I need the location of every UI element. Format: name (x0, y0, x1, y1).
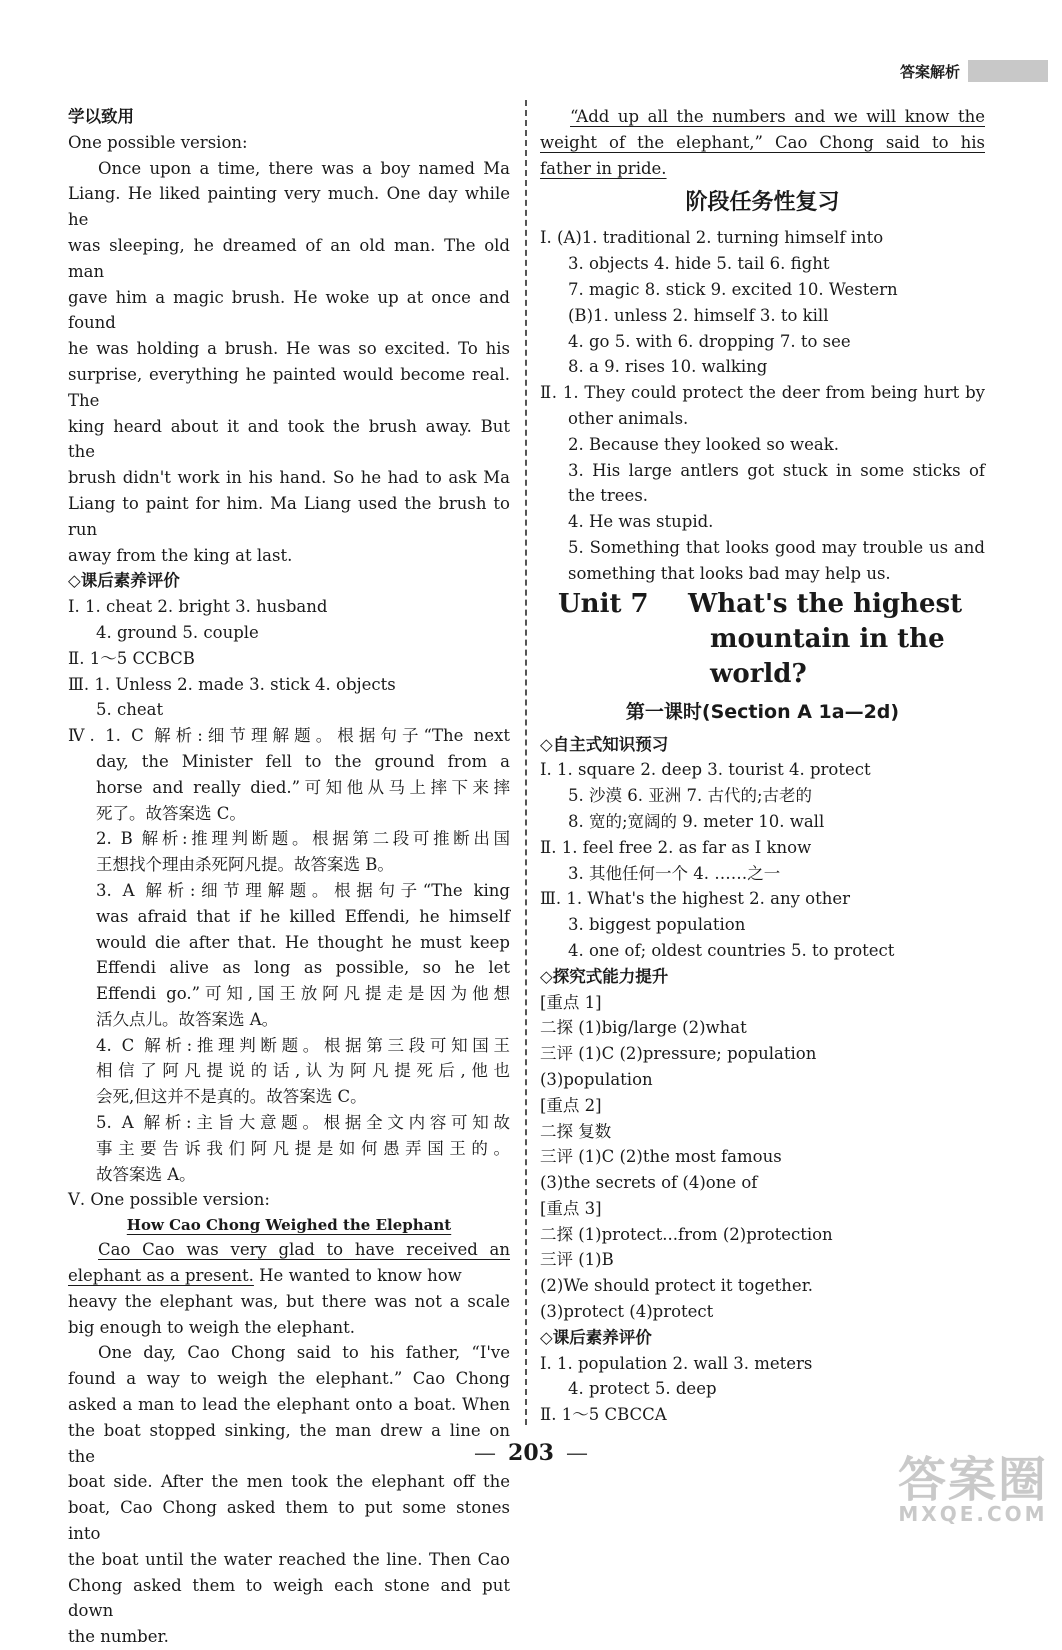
version-label: One possible version: (68, 132, 248, 152)
answer-line: (3)population (540, 1069, 653, 1089)
left-column (68, 104, 510, 1650)
answer-line: 5. Something that looks good may trouble us and (568, 537, 985, 557)
analysis-line: 相信了阿凡提说的话,认为阿凡提死后,他也 (96, 1061, 510, 1081)
lesson-title: 第一课时(Section A 1a—2d) (625, 700, 900, 723)
story1-line: away from the king at last. (68, 545, 293, 565)
answer-line: Ⅱ. 1. feel free 2. as far as I know (540, 837, 812, 857)
analysis-line: would die after that. He thought he must keep (96, 932, 510, 952)
story1-line: Once upon a time, there was a boy named Ma (98, 158, 510, 178)
analysis-line: 事主要告诉我们阿凡提是如何愚弄国王的。 (96, 1138, 510, 1158)
watermark (897, 1452, 1048, 1526)
unit-title-line: world? (710, 658, 807, 689)
story2-line (68, 1263, 510, 1289)
answer-line: 7. magic 8. stick 9. excited 10. Western (568, 279, 898, 299)
answer-line: Ⅲ. 1. What's the highest 2. any other (540, 889, 851, 909)
story1-line: gave him a magic brush. He woke up at once and found (68, 287, 510, 333)
analysis-line: 4. C 解析:推理判断题。根据第三段可知国王 (96, 1035, 510, 1055)
analysis-line: 故答案选 A。 (96, 1164, 196, 1184)
heading-explore: ◇探究式能力提升 (540, 966, 669, 986)
version-label-2: Ⅴ. One possible version: (68, 1190, 270, 1210)
answer-line: 三评 (1)C (2)the most famous (540, 1147, 782, 1167)
answer-line: 8. a 9. rises 10. walking (568, 357, 768, 377)
answer-line: (2)We should protect it together. (540, 1276, 814, 1296)
story2-line: asked a man to lead the elephant onto a boat. When (68, 1395, 510, 1415)
story2-line: Chong asked them to weigh each stone and put down (68, 1575, 510, 1621)
answer-line: something that looks bad may help us. (568, 563, 891, 583)
column-divider (525, 100, 527, 1425)
header-label: 答案解析 (899, 62, 960, 81)
analysis-line: 2. B 解析:推理判断题。根据第二段可推断出国 (96, 829, 510, 849)
story1-line: was sleeping, he dreamed of an old man. The old man (68, 235, 510, 281)
story1-line: brush didn't work in his hand. So he had to ask Ma (68, 468, 510, 488)
answer-line: 二探 (1)big/large (2)what (540, 1018, 747, 1038)
story1-line: king heard about it and took the brush away. But the (68, 416, 510, 462)
answer-line: 三评 (1)B (540, 1250, 614, 1270)
heading-preview: ◇自主式知识预习 (540, 734, 669, 754)
answer-line: 二探 复数 (540, 1121, 612, 1141)
analysis-line: 死了。故答案选 C。 (96, 803, 246, 823)
story1-line: surprise, everything he painted would become real. The (68, 364, 510, 410)
story2-line: big enough to weigh the elephant. (68, 1317, 356, 1337)
heading-after-class: ◇课后素养评价 (68, 571, 180, 591)
right-column (540, 104, 985, 1428)
watermark-url: MXQE.COM (898, 1502, 1048, 1526)
story2-line: heavy the elephant was, but there was not a scale (68, 1291, 510, 1311)
answer-line: 4. one of; oldest countries 5. to protect (568, 940, 895, 960)
story2-end-text: father in pride. (540, 158, 667, 178)
story2-line: boat, Cao Chong asked them to put some stones into (68, 1498, 510, 1544)
unit-title (540, 587, 985, 692)
unit-label: Unit 7 (558, 588, 649, 619)
header-tag (900, 60, 1048, 82)
answer-line: Ⅰ. 1. population 2. wall 3. meters (540, 1353, 813, 1373)
story2-line: One day, Cao Chong said to his father, “I've (98, 1343, 510, 1363)
answer-line: (3)the secrets of (4)one of (540, 1173, 758, 1193)
answer-line: 4. He was stupid. (568, 512, 714, 532)
unit-title-line: mountain in the (710, 623, 945, 654)
answer-line: Ⅰ. (A)1. traditional 2. turning himself into (540, 228, 884, 248)
answer-line: other animals. (568, 408, 689, 428)
answer-line: 三评 (1)C (2)pressure; population (540, 1044, 817, 1064)
answer-line: 3. His large antlers got stuck in some sticks of (568, 460, 985, 480)
story2-text: He wanted to know how (253, 1266, 462, 1286)
story2-underlined: elephant as a present. (68, 1266, 254, 1286)
story2-line: found a way to weigh the elephant.” Cao Chong (68, 1369, 510, 1389)
answer-line: Ⅰ. 1. cheat 2. bright 3. husband (68, 597, 328, 617)
answer-line: 3. objects 4. hide 5. tail 6. fight (568, 254, 830, 274)
answer-line: 4. protect 5. deep (568, 1379, 717, 1399)
analysis-line: 活久点儿。故答案选 A。 (96, 1009, 279, 1029)
analysis-line: Ⅳ. 1. C 解析:细节理解题。根据句子“The next (68, 726, 510, 746)
answer-line: 4. go 5. with 6. dropping 7. to see (568, 331, 851, 351)
answer-line: [重点 1] (540, 992, 602, 1012)
analysis-line: Effendi alive as long as possible, so he let (96, 958, 510, 978)
review-title: 阶段任务性复习 (685, 190, 840, 216)
answer-line: 5. cheat (96, 700, 164, 720)
analysis-line: 王想找个理由杀死阿凡提。故答案选 B。 (96, 855, 394, 875)
answer-line: Ⅱ. 1～5 CCBCB (68, 648, 195, 668)
answer-line: Ⅰ. 1. square 2. deep 3. tourist 4. protect (540, 760, 871, 780)
answer-line: Ⅱ. 1. They could protect the deer from being hurt by (540, 383, 985, 403)
story2-end-line (540, 156, 985, 182)
analysis-line: 5. A 解析:主旨大意题。根据全文内容可知故 (96, 1113, 510, 1133)
page-number: — 203 — (474, 1440, 588, 1466)
analysis-line: day, the Minister fell to the ground from a (96, 751, 510, 771)
watermark-logo: 答案圈 (897, 1452, 1048, 1508)
unit-title-line: What's the highest (688, 588, 963, 619)
answer-line: 3. 其他任何一个 4. ……之一 (568, 863, 781, 883)
analysis-line: Effendi go.”可知,国王放阿凡提走是因为他想 (96, 984, 510, 1004)
answer-line: 二探 (1)protect...from (2)protection (540, 1224, 833, 1244)
answer-line: 2. Because they looked so weak. (568, 434, 839, 454)
story1-line: Liang to paint for him. Ma Liang used the brush to run (68, 493, 510, 539)
answer-line: [重点 2] (540, 1095, 602, 1115)
story1-line: he was holding a brush. He was so excited. To his (68, 339, 510, 359)
story2-line: the boat until the water reached the line. Then Cao (68, 1549, 510, 1569)
header-bar (968, 60, 1048, 82)
answer-line: [重点 3] (540, 1198, 602, 1218)
answer-line: 4. ground 5. couple (96, 622, 259, 642)
answer-line: 5. 沙漠 6. 亚洲 7. 古代的;古老的 (568, 786, 813, 806)
analysis-line: horse and really died.”可知他从马上摔下来摔 (96, 777, 510, 797)
answer-line: 3. biggest population (568, 915, 746, 935)
analysis-line: was afraid that if he killed Effendi, he himself (96, 906, 510, 926)
story1-line: Liang. He liked painting very much. One day while he (68, 184, 510, 230)
story2-line: boat side. After the men took the elephant off the (68, 1472, 510, 1492)
story2-line: Cao Cao was very glad to have received an (98, 1240, 510, 1260)
answer-line: Ⅲ. 1. Unless 2. made 3. stick 4. objects (68, 674, 396, 694)
heading-apply: 学以致用 (68, 107, 134, 126)
story2-end-line: weight of the elephant,” Cao Chong said to his (540, 132, 985, 152)
answer-line: 8. 宽的;宽阔的 9. meter 10. wall (568, 811, 825, 831)
answer-line: (3)protect (4)protect (540, 1302, 714, 1322)
analysis-line: 3. A 解析:细节理解题。根据句子“The king (96, 880, 510, 900)
answer-line: Ⅱ. 1～5 CBCCA (540, 1405, 667, 1425)
story2-end-line: “Add up all the numbers and we will know the (570, 107, 985, 126)
heading-after-class-2: ◇课后素养评价 (540, 1327, 652, 1347)
answer-line: the trees. (568, 486, 649, 506)
story2-line: the number. (68, 1627, 169, 1647)
analysis-line: 会死,但这并不是真的。故答案选 C。 (96, 1087, 367, 1107)
story2-line: the boat stopped sinking, the man drew a line on the (68, 1420, 510, 1466)
page-number-value: 203 (508, 1440, 554, 1466)
answer-line: (B)1. unless 2. himself 3. to kill (568, 305, 829, 325)
story2-title: How Cao Chong Weighed the Elephant (126, 1216, 452, 1235)
